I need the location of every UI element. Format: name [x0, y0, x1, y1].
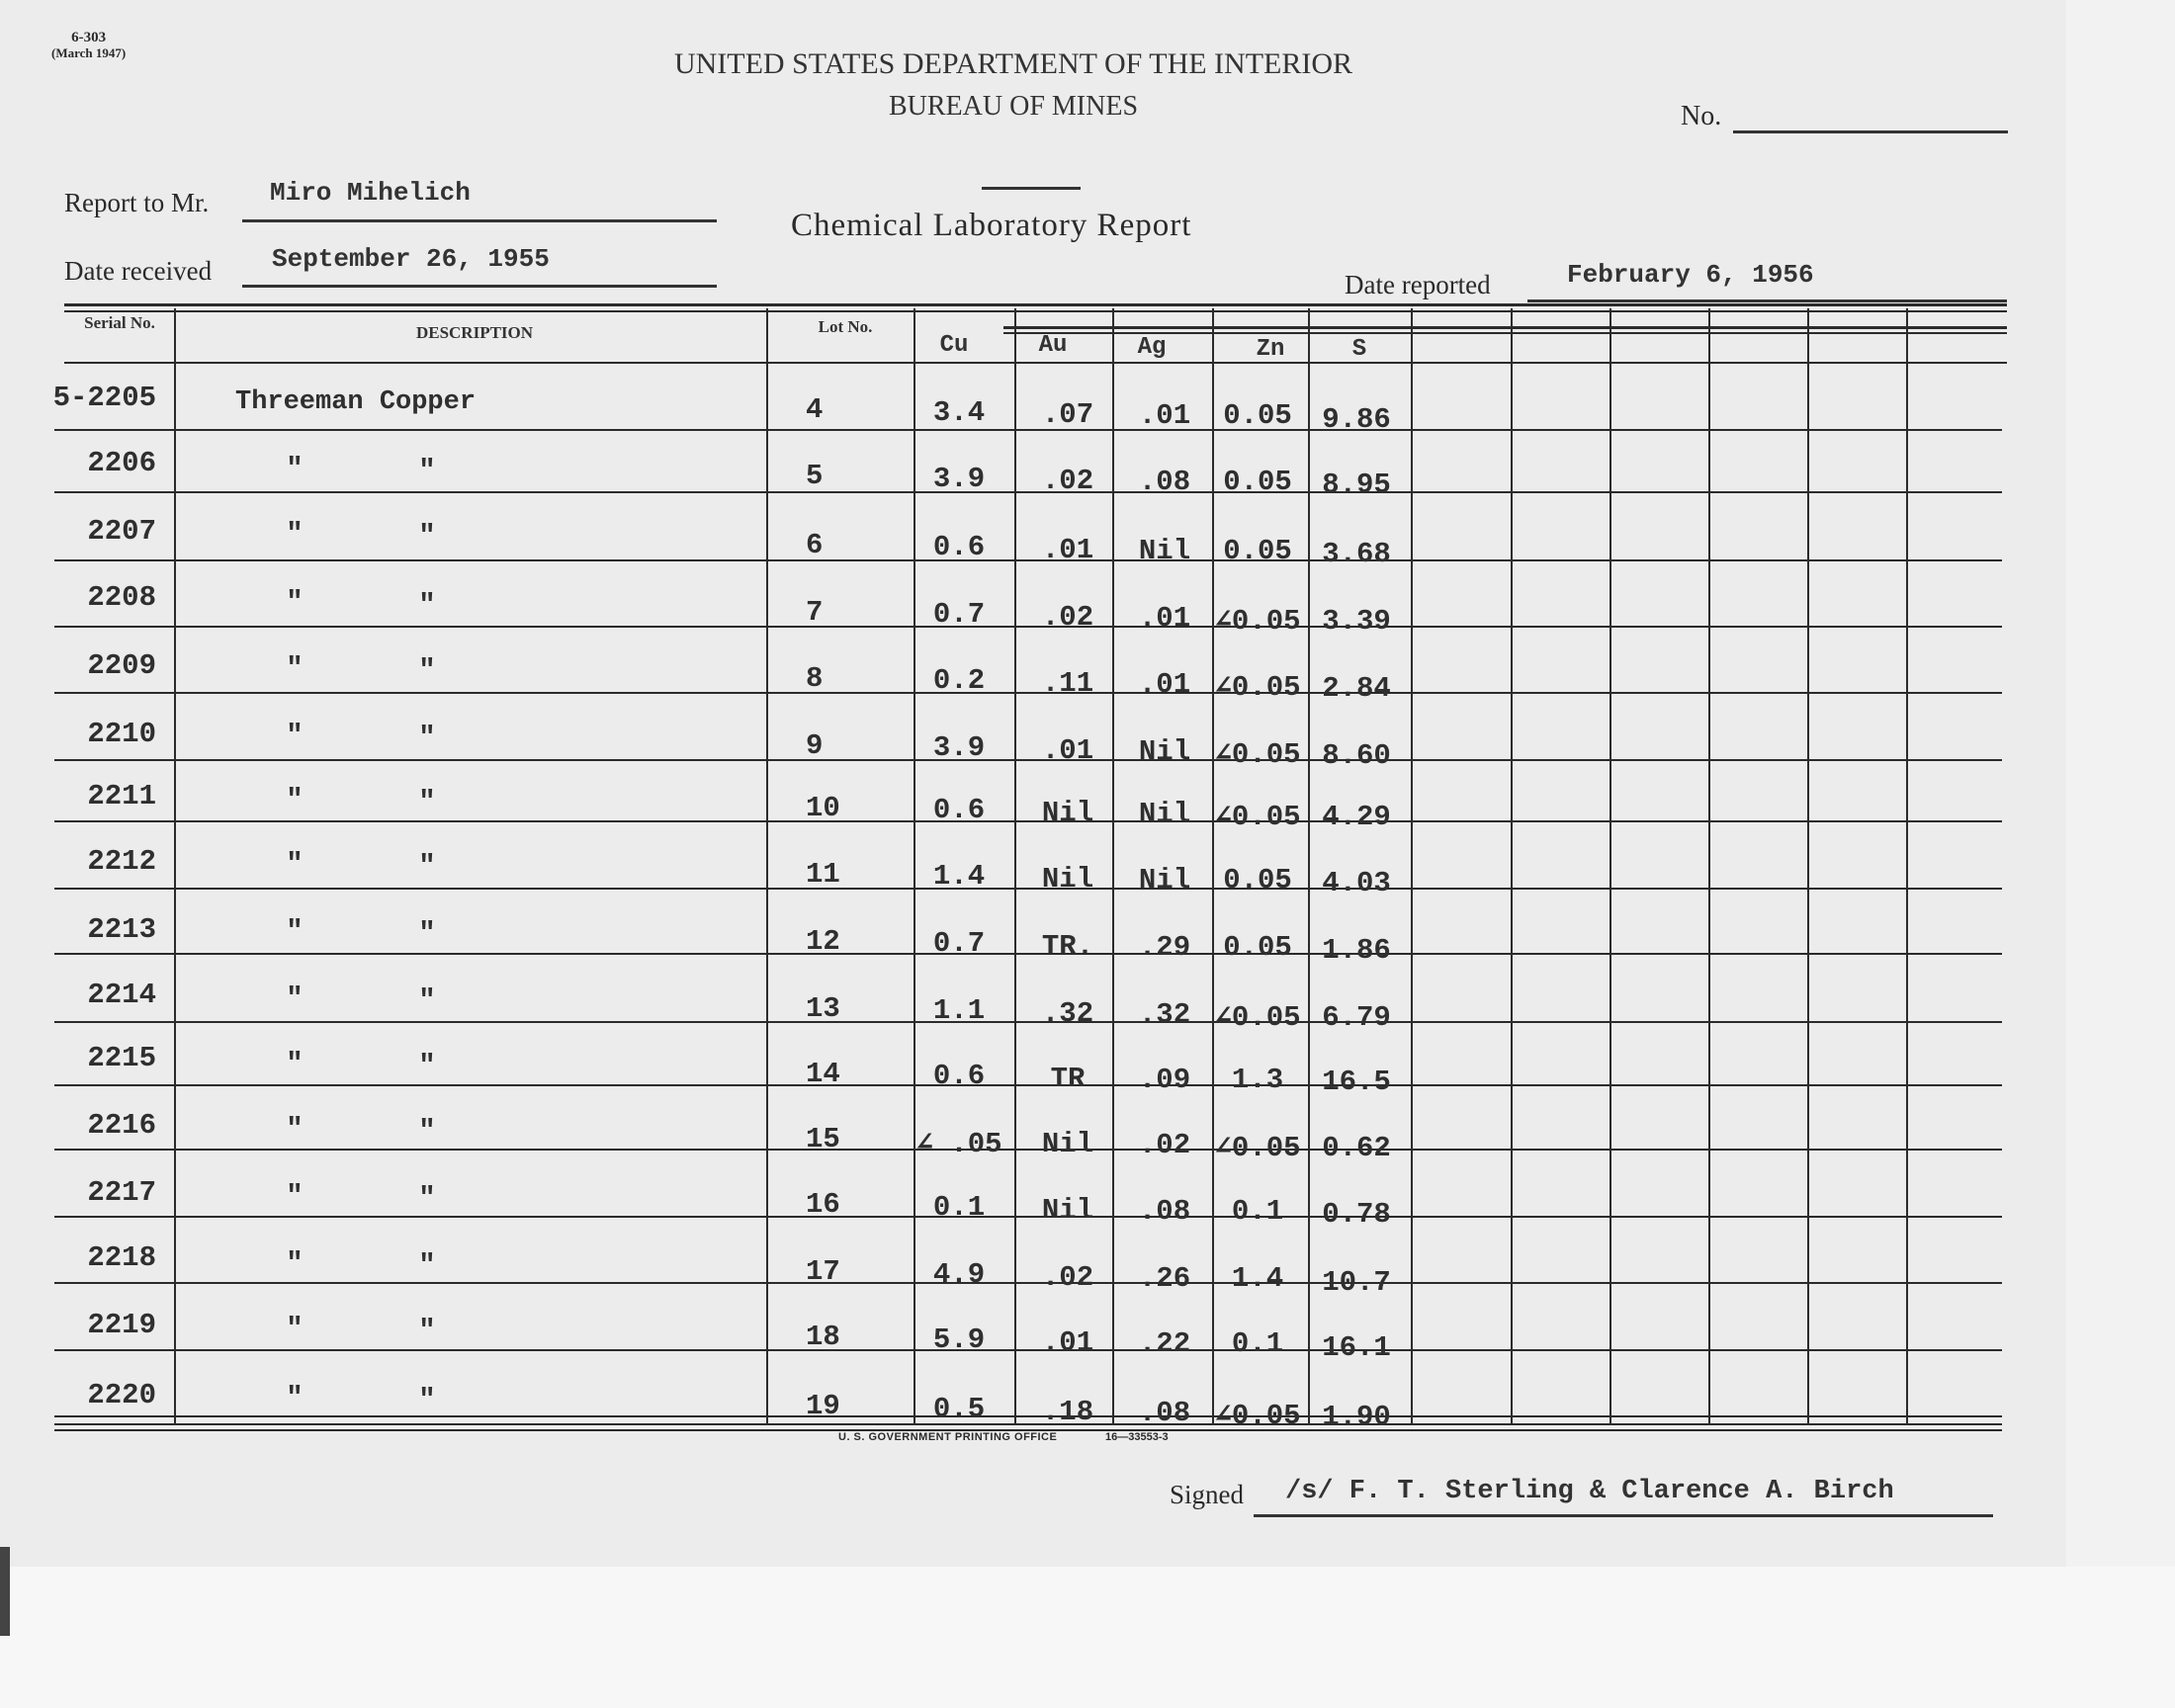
au-cell: Nil: [1041, 797, 1094, 829]
cu-cell: 0.7: [932, 927, 986, 960]
column-rule: [1411, 308, 1413, 1425]
s-cell: 8.95: [1322, 469, 1391, 501]
cu-cell: 0.2: [932, 664, 986, 697]
ag-cell: .01: [1138, 602, 1191, 635]
s-cell: 4.03: [1322, 867, 1391, 899]
serial-cell: 2214: [87, 979, 156, 1011]
zn-cell: 0.1: [1231, 1195, 1284, 1228]
cu-cell: 1.4: [932, 860, 986, 893]
zn-cell: ∠0.05: [1214, 671, 1301, 704]
s-cell: 6.79: [1322, 1001, 1391, 1034]
serial-cell: 2220: [87, 1379, 156, 1411]
header-cu: Cu: [939, 332, 969, 359]
zn-cell: ∠0.05: [1214, 1400, 1301, 1432]
header-lot: Lot No.: [818, 317, 873, 336]
serial-cell: 2210: [87, 718, 156, 750]
department-heading: UNITED STATES DEPARTMENT OF THE INTERIOR: [673, 47, 1353, 80]
au-cell: .01: [1041, 1326, 1094, 1359]
date-received-label: Date received: [64, 256, 213, 286]
ditto-mark: ": [418, 455, 436, 487]
cu-cell: 0.5: [932, 1393, 986, 1425]
lot-cell: 17: [806, 1255, 840, 1288]
zn-cell: 0.05: [1223, 535, 1292, 567]
ditto-mark: ": [418, 722, 436, 754]
ag-cell: .29: [1138, 931, 1191, 964]
ditto-mark: ": [418, 850, 436, 883]
cu-cell: 3.9: [932, 731, 986, 764]
table-top-rule: [64, 310, 2007, 312]
s-cell: 3.39: [1322, 605, 1391, 638]
header-s: S: [1351, 336, 1367, 363]
au-cell: TR: [1050, 1063, 1086, 1095]
ag-cell: .08: [1138, 1195, 1191, 1228]
ditto-mark: ": [418, 654, 436, 687]
ditto-mark: ": [418, 917, 436, 950]
au-cell: Nil: [1041, 1194, 1094, 1227]
lot-cell: 9: [806, 729, 824, 762]
header-description: DESCRIPTION: [415, 323, 534, 342]
ditto-mark: ": [286, 652, 304, 685]
zn-cell: 0.05: [1223, 931, 1292, 964]
au-cell: .01: [1041, 534, 1094, 566]
column-rule: [174, 308, 176, 1425]
lot-cell: 10: [806, 792, 840, 824]
ag-cell: Nil: [1138, 798, 1191, 830]
lot-cell: 6: [806, 529, 824, 561]
date-reported-value: February 6, 1956: [1567, 260, 1814, 290]
form-number-block: [51, 30, 126, 61]
number-field: [1733, 130, 2008, 133]
ditto-mark: ": [418, 984, 436, 1017]
s-cell: 16.5: [1322, 1066, 1391, 1098]
report-to-label: Report to Mr.: [64, 188, 210, 217]
ag-cell: .08: [1138, 1397, 1191, 1429]
ag-cell: .08: [1138, 466, 1191, 498]
serial-cell: 2215: [87, 1042, 156, 1074]
au-cell: .18: [1041, 1396, 1094, 1428]
ditto-mark: ": [418, 1050, 436, 1082]
signature-line: [1254, 1514, 1993, 1517]
report-title: Chemical Laboratory Report: [791, 208, 1192, 243]
lot-cell: 15: [806, 1123, 840, 1155]
ditto-mark: ": [418, 589, 436, 622]
ditto-mark: ": [286, 1313, 304, 1345]
ditto-mark: ": [286, 1113, 304, 1146]
ag-cell: .26: [1138, 1262, 1191, 1295]
cu-cell: ∠ .05: [915, 1128, 1002, 1160]
column-rule: [1014, 308, 1016, 1425]
ditto-mark: ": [286, 586, 304, 619]
s-cell: 10.7: [1322, 1266, 1391, 1299]
cu-cell: 0.1: [932, 1191, 986, 1224]
serial-cell: 2217: [87, 1176, 156, 1209]
ag-cell: .01: [1138, 399, 1191, 432]
au-cell: .02: [1041, 601, 1094, 634]
zn-cell: ∠0.05: [1214, 1001, 1301, 1034]
serial-cell: 2219: [87, 1309, 156, 1341]
serial-cell: 2209: [87, 649, 156, 682]
ditto-mark: ": [286, 518, 304, 551]
au-cell: .32: [1041, 997, 1094, 1030]
zn-cell: 0.05: [1223, 864, 1292, 897]
header-zn: Zn: [1256, 336, 1285, 363]
zn-cell: 0.05: [1223, 399, 1292, 432]
zn-cell: 1.3: [1231, 1064, 1284, 1096]
lot-cell: 4: [806, 393, 824, 426]
au-cell: .01: [1041, 734, 1094, 767]
ag-cell: .09: [1138, 1064, 1191, 1096]
lot-cell: 12: [806, 925, 840, 958]
number-label: No.: [1681, 101, 1722, 131]
cu-cell: 5.9: [932, 1324, 986, 1356]
zn-cell: ∠0.05: [1214, 1132, 1301, 1164]
serial-cell: 2208: [87, 581, 156, 614]
au-cell: Nil: [1041, 1128, 1094, 1160]
lot-cell: 7: [806, 596, 824, 629]
serial-cell: 2206: [87, 447, 156, 479]
date-reported-line: [1527, 299, 2007, 302]
zn-cell: 1.4: [1231, 1262, 1284, 1295]
lot-cell: 11: [806, 858, 840, 891]
s-cell: 8.60: [1322, 739, 1391, 772]
printer-code: 16—33553-3: [1105, 1431, 1169, 1443]
scan-edge-mark: [0, 1547, 10, 1636]
ag-cell: Nil: [1138, 735, 1191, 768]
title-rule: [982, 187, 1081, 190]
date-reported-label: Date reported: [1345, 270, 1491, 299]
zn-cell: ∠0.05: [1214, 801, 1301, 833]
serial-cell: 2213: [87, 913, 156, 946]
ditto-mark: ": [286, 1048, 304, 1080]
signature-value: /s/ F. T. Sterling & Clarence A. Birch: [1285, 1477, 1894, 1506]
zn-cell: ∠0.05: [1214, 605, 1301, 638]
serial-cell: 2211: [87, 780, 156, 812]
report-to-value: Miro Mihelich: [270, 178, 471, 208]
lot-cell: 13: [806, 992, 840, 1025]
printer-imprint: U. S. GOVERNMENT PRINTING OFFICE: [838, 1431, 1058, 1443]
ag-cell: Nil: [1138, 535, 1191, 567]
form-date: (March 1947): [51, 45, 127, 60]
s-cell: 1.86: [1322, 934, 1391, 967]
ditto-mark: ": [286, 915, 304, 948]
serial-cell: 2212: [87, 845, 156, 878]
ditto-mark: ": [286, 1247, 304, 1280]
ditto-mark: ": [286, 1180, 304, 1213]
ag-cell: .22: [1138, 1327, 1191, 1360]
header-au: Au: [1038, 332, 1068, 359]
serial-cell: 2216: [87, 1109, 156, 1142]
column-rule: [1708, 308, 1710, 1425]
au-cell: .07: [1041, 398, 1094, 431]
s-cell: 0.78: [1322, 1198, 1391, 1231]
report-to-line: [242, 219, 717, 222]
serial-cell: 5-2205: [52, 382, 156, 414]
lot-cell: 14: [806, 1058, 840, 1090]
s-cell: 1.90: [1322, 1401, 1391, 1433]
cu-cell: 0.6: [932, 531, 986, 563]
ditto-mark: ": [418, 1315, 436, 1347]
ditto-mark: ": [286, 784, 304, 816]
ditto-mark: ": [418, 1182, 436, 1215]
s-cell: 2.84: [1322, 672, 1391, 705]
ag-cell: .32: [1138, 998, 1191, 1031]
cu-cell: 0.7: [932, 598, 986, 631]
ditto-mark: ": [286, 453, 304, 485]
au-cell: .02: [1041, 465, 1094, 497]
column-rule: [766, 308, 768, 1425]
ditto-mark: ": [418, 520, 436, 553]
column-rule: [1610, 308, 1611, 1425]
cu-cell: 3.4: [932, 396, 986, 429]
cu-cell: 0.6: [932, 794, 986, 826]
header-ag: Ag: [1137, 334, 1167, 361]
au-cell: TR.: [1041, 930, 1094, 963]
s-cell: 16.1: [1322, 1331, 1391, 1364]
zn-cell: 0.05: [1223, 466, 1292, 498]
cu-cell: 1.1: [932, 994, 986, 1027]
ditto-mark: ": [286, 982, 304, 1015]
ditto-mark: ": [418, 1249, 436, 1282]
s-cell: 9.86: [1322, 403, 1391, 436]
au-cell: .02: [1041, 1261, 1094, 1294]
table-top-rule: [64, 303, 2007, 306]
lot-cell: 8: [806, 662, 824, 695]
serial-cell: 2218: [87, 1241, 156, 1274]
scan-margin: [0, 1567, 2175, 1708]
ditto-mark: ": [286, 720, 304, 752]
s-cell: 4.29: [1322, 801, 1391, 833]
column-rule: [1906, 308, 1908, 1425]
cu-cell: 4.9: [932, 1258, 986, 1291]
ditto-mark: ": [418, 1384, 436, 1416]
header-serial: Serial No.: [84, 313, 155, 332]
zn-cell: ∠0.05: [1214, 738, 1301, 771]
description-cell: Threeman Copper: [235, 387, 477, 417]
header-rule: [1003, 326, 2007, 329]
ag-cell: Nil: [1138, 864, 1191, 897]
ditto-mark: ": [286, 1382, 304, 1414]
ag-cell: .01: [1138, 668, 1191, 701]
s-cell: 3.68: [1322, 538, 1391, 570]
lot-cell: 19: [806, 1390, 840, 1422]
ditto-mark: ": [418, 786, 436, 818]
column-rule: [1807, 308, 1809, 1425]
lot-cell: 18: [806, 1321, 840, 1353]
lot-cell: 16: [806, 1188, 840, 1221]
signed-label: Signed: [1170, 1480, 1245, 1509]
au-cell: Nil: [1041, 863, 1094, 896]
zn-cell: 0.1: [1231, 1327, 1284, 1360]
lot-cell: 5: [806, 460, 824, 492]
bureau-heading: BUREAU OF MINES: [888, 91, 1139, 122]
ditto-mark: ": [418, 1115, 436, 1148]
column-rule: [1511, 308, 1513, 1425]
cu-cell: 0.6: [932, 1060, 986, 1092]
form-number: 6-303: [71, 30, 107, 45]
date-received-value: September 26, 1955: [272, 244, 550, 274]
cu-cell: 3.9: [932, 463, 986, 495]
au-cell: .11: [1041, 667, 1094, 700]
s-cell: 0.62: [1322, 1132, 1391, 1164]
serial-cell: 2207: [87, 515, 156, 548]
ag-cell: .02: [1138, 1129, 1191, 1161]
ditto-mark: ": [286, 848, 304, 881]
header-bottom-rule: [64, 362, 2007, 364]
date-received-line: [242, 285, 717, 288]
